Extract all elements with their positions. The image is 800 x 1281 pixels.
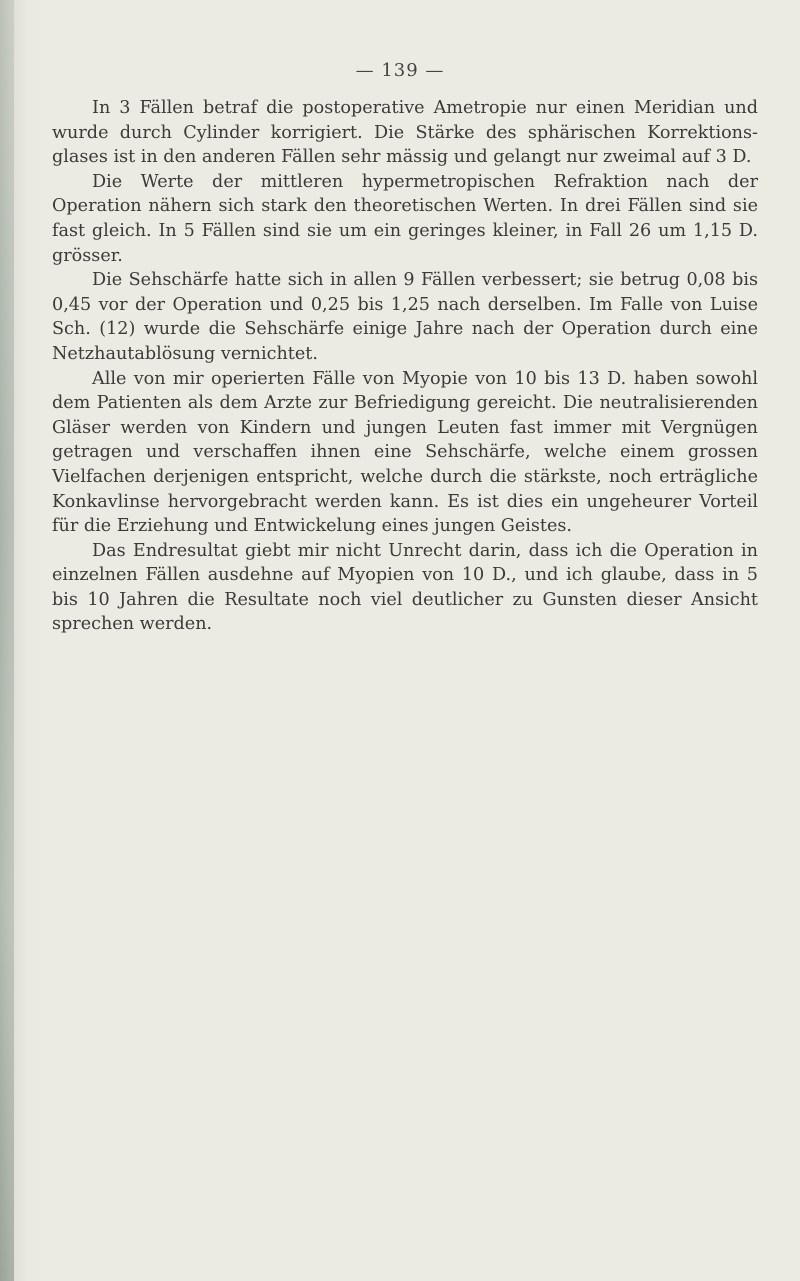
page-number: — 139 — (355, 60, 445, 81)
paragraph-sehschaerfe: Die Sehschärfe hatte sich in allen 9 Fällen verbessert; sie betrug 0,08 bis 0,45 vor der Operation und 0,25 bis 1,25 nach derselben. Im Falle von Luise Sch. (12) wurde die Sehschärfe einige Jahre nach der Operation durch eine Netzhautablösung vernichtet. (52, 270, 758, 364)
paragraph-refraktion: Die Werte der mittleren hypermetropischen Refraktion nach der Operation nähern sich stark den theoretischen Werten. In drei Fällen sind sie fast gleich. In 5 Fällen sind sie um ein geringes kleiner, in Fall 26 um 1,15 D. grösser. (52, 171, 758, 266)
body-text (52, 96, 758, 637)
binding-gutter (0, 0, 14, 1281)
paragraph-endresultat: Das Endresultat giebt mir nicht Unrecht darin, dass ich die Operation in einzelnen Fällen ausdehne auf Myopien von 10 D., und ich glaube, dass in 5 bis 10 Jahren die Resultate noch viel deutlicher zu Gunsten dieser Ansicht sprechen werden. (52, 540, 758, 635)
paragraph-myopie: Alle von mir operierten Fälle von Myopie von 10 bis 13 D. haben sowohl dem Patienten als dem Arzte zur Befriedigung gereicht. Die neutralisierenden Gläser werden von Kindern und jungen Leuten fast immer mit Vergnügen getragen und verschaffen ihnen eine Sehschärfe, welche einem grossen Vielfachen derjenigen entspricht, welche durch die stärkste, noch erträgliche Konkavlinse hervorgebracht werden kann. Es ist dies ein ungeheurer Vorteil für die Erziehung und Entwickelung eines jungen Geistes. (52, 368, 758, 537)
paragraph-ametropie: In 3 Fällen betraf die postoperative Ametropie nur einen Meridian und wurde durch Cylinder korrigiert. Die Stärke des sphärischen Korrektionsglases ist in den anderen Fällen sehr mässig und gelangt nur zweimal auf 3 D. (52, 98, 758, 168)
